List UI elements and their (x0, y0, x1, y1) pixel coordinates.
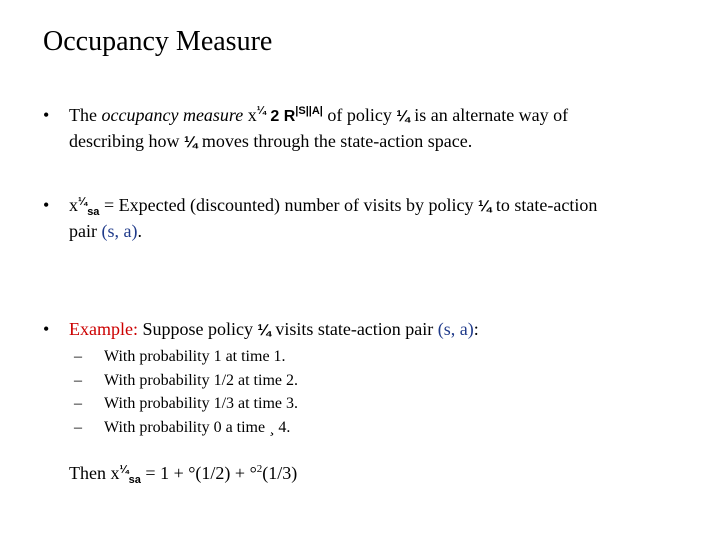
slide-title: Occupancy Measure (43, 26, 273, 57)
text: = 1 + °(1/2) + ° (140, 463, 257, 483)
text: Then x (69, 463, 120, 483)
symbol-pi: ¼ (256, 105, 266, 117)
text: to state-action (491, 195, 598, 215)
bullet-expected-visits (43, 194, 689, 243)
sub-list-text: With probability 0 a time ¸ 4. (104, 418, 291, 436)
bullet-line (69, 220, 689, 243)
sub-list-text: With probability 1/2 at time 2. (104, 371, 298, 389)
example-label: Example: (69, 319, 138, 339)
symbol-x: x (243, 105, 257, 125)
dash-marker: – (74, 371, 82, 389)
text: : (473, 319, 479, 339)
text: Suppose policy (137, 319, 258, 339)
bullet-occupancy-definition (43, 104, 689, 154)
text: is an alternate way of (409, 105, 569, 125)
bullet-line (69, 318, 689, 342)
result-equation (69, 463, 297, 484)
text: of policy (322, 105, 397, 125)
symbol-pi: ¼ (119, 464, 129, 476)
exponent: 2 (256, 463, 263, 475)
bullet-line (69, 104, 689, 130)
state-action-pair: (s, a) (101, 221, 138, 241)
example-sub-list (74, 345, 298, 439)
symbol-pi: ¼ (78, 196, 88, 208)
symbol-sa: sa (128, 474, 141, 486)
text: describing how (69, 131, 184, 151)
symbol-x: x (69, 195, 78, 215)
text: moves through the state-action space. (197, 131, 473, 151)
bullet-example (43, 318, 689, 342)
dash-marker: – (74, 348, 82, 365)
bullet-line (69, 194, 689, 220)
text: visits state-action pair (270, 319, 438, 339)
text: . (137, 221, 142, 241)
symbol-pi: ¼ (183, 134, 198, 151)
text: pair (69, 221, 102, 241)
bullet-point: • (43, 195, 50, 215)
symbol-real-space: 2 R (265, 108, 296, 125)
sub-list-item (74, 345, 298, 369)
symbol-pi: ¼ (478, 198, 492, 215)
bullet-line (69, 130, 689, 154)
state-action-pair: (s, a) (437, 319, 474, 339)
sub-list-text: With probability 1 at time 1. (104, 348, 286, 365)
text: The (69, 105, 102, 125)
sub-list-item (74, 416, 298, 440)
sub-list-item (74, 392, 298, 416)
sub-list-item (74, 369, 298, 393)
symbol-sa: sa (87, 206, 100, 218)
text: = Expected (discounted) number of visits by policy (99, 195, 479, 215)
dash-marker: – (74, 395, 82, 412)
dash-marker: – (74, 418, 82, 436)
bullet-point: • (43, 105, 50, 125)
sub-list-text: With probability 1/3 at time 3. (104, 395, 298, 412)
term-occupancy-measure: occupancy measure (101, 105, 244, 125)
bullet-point: • (43, 319, 50, 339)
text: (1/3) (262, 463, 298, 483)
symbol-pi: ¼ (396, 108, 410, 125)
symbol-dimension: |S||A| (295, 105, 323, 117)
symbol-pi: ¼ (257, 322, 271, 339)
